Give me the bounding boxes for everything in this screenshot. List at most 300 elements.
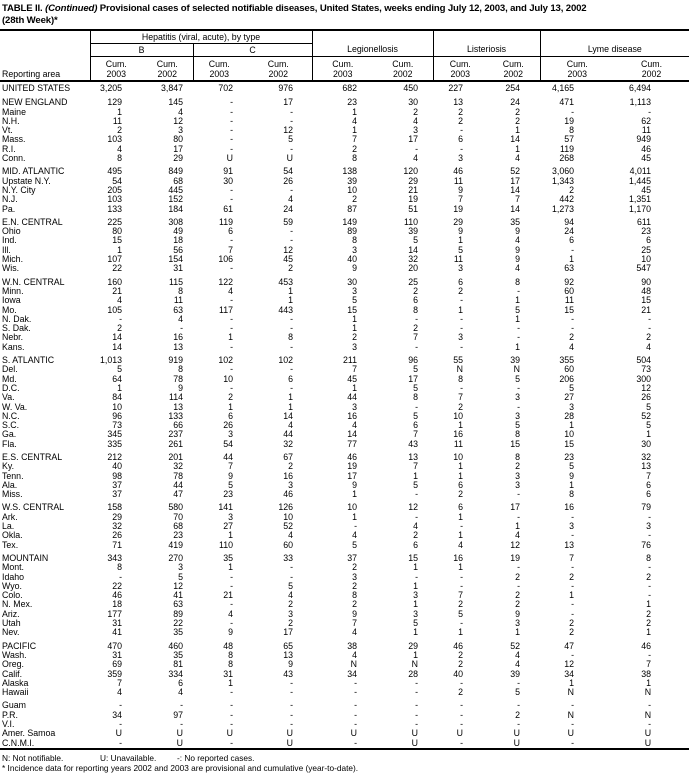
value-cell: U <box>513 729 521 739</box>
value-cell: 2 <box>458 402 464 412</box>
value-cell: - <box>230 116 233 126</box>
value-cell: 1 <box>458 531 464 541</box>
table-row <box>0 126 689 135</box>
value-cell: 35 <box>173 628 183 638</box>
value-cell: 46 <box>641 144 652 154</box>
table-row <box>0 384 689 393</box>
value-cell: 32 <box>408 255 419 265</box>
table-row <box>0 720 689 729</box>
value-cell: 78 <box>173 374 183 384</box>
value-cell: 11 <box>453 255 464 265</box>
value-cell: - <box>290 324 294 334</box>
value-cell: - <box>415 314 419 324</box>
value-cell: 26 <box>223 421 233 431</box>
value-cell: 308 <box>168 216 183 227</box>
value-cell: 14 <box>112 342 122 352</box>
value-cell: 547 <box>636 264 652 274</box>
value-cell: 460 <box>168 640 183 651</box>
value-cell: 7 <box>569 552 575 563</box>
value-cell: 177 <box>107 609 122 619</box>
value-cell: 47 <box>564 640 575 651</box>
value-cell: N <box>456 365 464 375</box>
value-cell: 8 <box>569 490 575 500</box>
value-cell: 1 <box>117 107 122 117</box>
value-cell: - <box>290 563 294 573</box>
table-row <box>0 236 689 245</box>
value-cell: 2 <box>117 126 122 136</box>
cum-2003-header: Cum. 2003 <box>540 57 614 82</box>
value-cell: 5 <box>413 383 419 393</box>
value-cell: 16 <box>173 333 183 343</box>
value-cell: 2 <box>413 286 419 296</box>
value-cell: 2 <box>515 107 521 117</box>
value-cell: 56 <box>173 245 183 255</box>
value-cell: 5 <box>646 402 652 412</box>
value-cell: 2 <box>458 650 464 660</box>
value-cell: 67 <box>283 451 294 462</box>
value-cell: - <box>119 314 122 324</box>
reporting-area-cell: Ohio <box>2 227 21 237</box>
value-cell: - <box>415 678 419 688</box>
value-cell: 9 <box>515 245 521 255</box>
value-cell: 24 <box>283 204 294 214</box>
reporting-area-cell: W.N. CENTRAL <box>2 276 65 287</box>
value-cell: 89 <box>173 609 183 619</box>
value-cell: 38 <box>347 640 358 651</box>
value-cell: - <box>230 383 233 393</box>
value-cell: 4 <box>178 314 183 324</box>
table-row <box>0 274 689 287</box>
value-cell: 1 <box>515 342 521 352</box>
value-cell: 3 <box>515 480 521 490</box>
value-cell: 1 <box>646 600 652 610</box>
value-cell: 89 <box>347 227 358 237</box>
value-cell: - <box>180 324 183 334</box>
value-cell: 1 <box>352 324 358 334</box>
value-cell: 43 <box>283 669 294 679</box>
value-cell: 7 <box>352 365 358 375</box>
reporting-area-cell: N.C. <box>2 411 20 421</box>
table-row <box>0 246 689 255</box>
value-cell: 3 <box>515 411 521 421</box>
value-cell: - <box>230 195 233 205</box>
table-row <box>0 688 689 697</box>
value-cell: 5 <box>413 236 419 246</box>
value-cell: 19 <box>510 552 521 563</box>
value-cell: 2 <box>515 591 521 601</box>
value-cell: 4,165 <box>552 83 575 93</box>
value-cell: 62 <box>641 116 652 126</box>
value-cell: 2 <box>413 531 419 541</box>
value-cell: 5 <box>178 572 183 582</box>
value-cell: 31 <box>223 669 233 679</box>
value-cell: - <box>571 324 575 334</box>
reporting-area-cell: NEW ENGLAND <box>2 97 68 108</box>
value-cell: 9 <box>458 185 464 195</box>
value-cell: 470 <box>107 640 122 651</box>
value-cell: 103 <box>107 195 122 205</box>
value-cell: - <box>648 650 652 660</box>
reporting-area-cell: Amer. Samoa <box>2 729 56 739</box>
value-cell: 44 <box>283 430 294 440</box>
value-cell: 261 <box>168 439 183 449</box>
reporting-area-cell: La. <box>2 522 15 532</box>
reporting-area-cell: Colo. <box>2 591 23 601</box>
value-cell: 6 <box>178 678 183 688</box>
value-cell: 10 <box>564 430 575 440</box>
value-cell: 11 <box>453 439 464 449</box>
value-cell: - <box>290 700 294 711</box>
value-cell: 8 <box>178 365 183 375</box>
value-cell: 13 <box>173 402 183 412</box>
value-cell: 1 <box>458 462 464 472</box>
value-cell: U <box>350 729 358 739</box>
value-cell: 63 <box>564 264 575 274</box>
value-cell: - <box>648 720 652 729</box>
value-cell: 227 <box>448 83 464 93</box>
value-cell: 19 <box>564 116 575 126</box>
value-cell: 77 <box>347 439 358 449</box>
table-row <box>0 531 689 540</box>
value-cell: U <box>226 729 233 739</box>
value-cell: 1,343 <box>552 176 575 186</box>
value-cell: 63 <box>173 600 183 610</box>
value-cell: 55 <box>453 355 464 366</box>
value-cell: 1 <box>569 678 575 688</box>
value-cell: 21 <box>112 286 122 296</box>
value-cell: - <box>571 531 575 541</box>
value-cell: 184 <box>168 204 183 214</box>
value-cell: 2 <box>515 600 521 610</box>
value-cell: 2 <box>352 600 358 610</box>
value-cell: 3 <box>352 572 358 582</box>
value-cell: - <box>354 688 358 698</box>
value-cell: 119 <box>560 144 575 154</box>
reporting-area-cell: Wash. <box>2 650 27 660</box>
table-row <box>0 117 689 126</box>
value-cell: 26 <box>112 531 122 541</box>
value-cell: 39 <box>510 669 521 679</box>
value-cell: - <box>230 314 233 324</box>
value-cell: 32 <box>112 522 122 532</box>
value-cell: 24 <box>510 97 521 108</box>
value-cell: - <box>230 365 233 375</box>
reporting-area-cell: Del. <box>2 365 18 375</box>
value-cell: 335 <box>107 439 122 449</box>
value-cell: 2 <box>569 619 575 629</box>
value-cell: 1 <box>228 402 233 412</box>
value-cell: 1 <box>288 402 294 412</box>
value-cell: 102 <box>278 355 294 366</box>
value-cell: - <box>230 688 233 698</box>
value-cell: 12 <box>283 126 294 136</box>
reporting-area-cell: Maine <box>2 107 26 117</box>
value-cell: 43 <box>408 439 419 449</box>
value-cell: 6 <box>458 135 464 145</box>
value-cell: 5 <box>352 540 358 550</box>
value-cell: - <box>415 700 419 711</box>
value-cell: 73 <box>641 365 652 375</box>
value-cell: 115 <box>168 276 183 287</box>
cum-2003-header: Cum. 2003 <box>433 57 487 82</box>
value-cell: - <box>648 512 652 522</box>
value-cell: - <box>119 572 122 582</box>
value-cell: - <box>460 383 464 393</box>
value-cell: 4 <box>413 116 419 126</box>
value-cell: - <box>290 678 294 688</box>
value-cell: 27 <box>223 522 233 532</box>
value-cell: U <box>286 729 294 739</box>
value-cell: 21 <box>641 305 652 315</box>
value-cell: 7 <box>458 393 464 403</box>
value-cell: - <box>648 314 652 324</box>
value-cell: 1 <box>458 421 464 431</box>
table-row <box>0 430 689 439</box>
value-cell: 29 <box>408 176 419 186</box>
value-cell: 1 <box>352 512 358 522</box>
reporting-area-cell: P.R. <box>2 710 18 720</box>
value-cell: 13 <box>408 451 419 462</box>
reporting-area-cell: Ill. <box>2 245 11 255</box>
value-cell: 6 <box>458 502 464 513</box>
value-cell: 3 <box>458 154 464 164</box>
value-cell: 2 <box>458 688 464 698</box>
value-cell: 2 <box>515 572 521 582</box>
value-cell: - <box>290 720 294 729</box>
value-cell: 24 <box>564 227 575 237</box>
value-cell: 45 <box>641 185 652 195</box>
value-cell: 3,205 <box>99 83 122 93</box>
value-cell: 26 <box>641 393 652 403</box>
value-cell: - <box>290 314 294 324</box>
value-cell: 1,013 <box>99 355 122 366</box>
value-cell: 949 <box>636 135 652 145</box>
value-cell: 5 <box>569 462 575 472</box>
value-cell: 18 <box>112 600 122 610</box>
value-cell: 1 <box>515 522 521 532</box>
value-cell: 117 <box>218 305 233 315</box>
value-cell: 46 <box>641 640 652 651</box>
value-cell: 103 <box>107 135 122 145</box>
value-cell: 300 <box>636 374 652 384</box>
table-row <box>0 365 689 374</box>
value-cell: - <box>517 512 521 522</box>
reporting-area-cell: Oreg. <box>2 660 25 670</box>
value-cell: 1 <box>458 512 464 522</box>
value-cell: - <box>460 710 464 720</box>
reporting-area-cell: UNITED STATES <box>2 83 71 93</box>
table-row <box>0 541 689 550</box>
hepatitis-group-header: Hepatitis (viral, acute), by type <box>90 30 312 44</box>
value-cell: - <box>460 619 464 629</box>
value-cell: 2 <box>458 490 464 500</box>
value-cell: 5 <box>569 383 575 393</box>
value-cell: 5 <box>288 581 294 591</box>
table-row <box>0 619 689 628</box>
value-cell: - <box>290 185 294 195</box>
value-cell: 40 <box>347 255 358 265</box>
value-cell: 28 <box>564 411 575 421</box>
value-cell: 22 <box>173 619 183 629</box>
value-cell: 52 <box>641 411 652 421</box>
value-cell: 30 <box>641 439 652 449</box>
value-cell: - <box>571 107 575 117</box>
value-cell: - <box>517 490 521 500</box>
value-cell: U <box>286 154 294 164</box>
value-cell: 145 <box>168 97 183 108</box>
value-cell: - <box>460 324 464 334</box>
table-row <box>0 591 689 600</box>
value-cell: - <box>230 700 233 711</box>
value-cell: 3 <box>458 264 464 274</box>
value-cell: U <box>115 729 122 739</box>
value-cell: 66 <box>173 421 183 431</box>
value-cell: - <box>648 563 652 573</box>
table-row <box>0 177 689 186</box>
value-cell: 2 <box>458 286 464 296</box>
value-cell: 1 <box>228 333 233 343</box>
value-cell: 126 <box>278 502 294 513</box>
reporting-area-cell: Hawaii <box>2 688 29 698</box>
value-cell: 6 <box>646 490 652 500</box>
value-cell: 453 <box>278 276 294 287</box>
value-cell: 97 <box>173 710 183 720</box>
table-row <box>0 481 689 490</box>
value-cell: 11 <box>173 296 183 306</box>
value-cell: 20 <box>408 264 419 274</box>
value-cell: 8 <box>178 286 183 296</box>
value-cell: 5 <box>413 619 419 629</box>
value-cell: - <box>230 720 233 729</box>
value-cell: 96 <box>408 355 419 366</box>
value-cell: - <box>571 720 575 729</box>
value-cell: - <box>230 710 233 720</box>
value-cell: 4 <box>515 154 521 164</box>
value-cell: 17 <box>510 176 521 186</box>
value-cell: 5 <box>515 688 521 698</box>
value-cell: 1 <box>458 305 464 315</box>
value-cell: 1 <box>413 600 419 610</box>
value-cell: 35 <box>510 216 521 227</box>
table-row <box>0 352 689 365</box>
value-cell: 23 <box>347 97 358 108</box>
value-cell: 2 <box>646 619 652 629</box>
value-cell: 9 <box>515 227 521 237</box>
value-cell: 14 <box>510 135 521 145</box>
lyme-disease-group-header: Lyme disease <box>540 30 689 57</box>
value-cell: 2 <box>352 144 358 154</box>
notifiable-diseases-table <box>0 29 689 750</box>
value-cell: - <box>648 531 652 541</box>
cum-2002-header: Cum. 2002 <box>245 57 312 82</box>
value-cell: 1,351 <box>629 195 652 205</box>
value-cell: - <box>415 710 419 720</box>
value-cell: 10 <box>347 502 358 513</box>
value-cell: 270 <box>168 552 183 563</box>
value-cell: N <box>567 710 575 720</box>
value-cell: 4 <box>228 609 233 619</box>
value-cell: - <box>290 144 294 154</box>
value-cell: 1 <box>288 393 294 403</box>
value-cell: 22 <box>112 264 122 274</box>
listeriosis-group-header: Listeriosis <box>433 30 540 57</box>
value-cell: - <box>648 591 652 601</box>
value-cell: 4 <box>413 154 419 164</box>
table-title <box>0 3 689 27</box>
value-cell: 31 <box>112 619 122 629</box>
value-cell: 23 <box>641 227 652 237</box>
table-row <box>0 163 689 176</box>
value-cell: 60 <box>564 286 575 296</box>
value-cell: 504 <box>636 355 652 366</box>
value-cell: - <box>415 402 419 412</box>
value-cell: - <box>230 144 233 154</box>
reporting-area-cell: Ariz. <box>2 609 20 619</box>
reporting-area-cell: V.I. <box>2 720 15 729</box>
value-cell: 110 <box>218 540 233 550</box>
value-cell: 25 <box>641 245 652 255</box>
value-cell: 3 <box>352 342 358 352</box>
value-cell: U <box>567 729 575 739</box>
value-cell: 14 <box>112 333 122 343</box>
legend-dash: -: No reported cases. <box>177 752 255 763</box>
value-cell: 849 <box>168 166 183 177</box>
table-row <box>0 264 689 273</box>
value-cell: 102 <box>218 355 233 366</box>
value-cell: 1 <box>569 255 575 265</box>
value-cell: 2 <box>458 107 464 117</box>
reporting-area-cell: Guam <box>2 700 26 711</box>
value-cell: 106 <box>218 255 233 265</box>
value-cell: 34 <box>347 669 358 679</box>
value-cell: 4 <box>288 195 294 205</box>
value-cell: 4 <box>352 650 358 660</box>
value-cell: 355 <box>559 355 575 366</box>
value-cell: - <box>460 342 464 352</box>
value-cell: 39 <box>510 355 521 366</box>
value-cell: 5 <box>458 245 464 255</box>
value-cell: 90 <box>641 276 652 287</box>
value-cell: - <box>354 700 358 711</box>
reporting-area-cell: Ala. <box>2 480 18 490</box>
value-cell: 16 <box>283 471 294 481</box>
value-cell: 11 <box>453 176 464 186</box>
value-cell: 33 <box>283 552 294 563</box>
value-cell: 23 <box>173 531 183 541</box>
value-cell: 154 <box>168 255 183 265</box>
value-cell: 7 <box>458 591 464 601</box>
value-cell: 9 <box>352 264 358 274</box>
value-cell: 6 <box>458 480 464 490</box>
value-cell: 919 <box>168 355 183 366</box>
value-cell: 5 <box>413 411 419 421</box>
value-cell: 18 <box>173 236 183 246</box>
value-cell: 64 <box>112 374 122 384</box>
table-row <box>0 412 689 421</box>
table-row <box>0 679 689 688</box>
value-cell: 27 <box>564 393 575 403</box>
value-cell: 201 <box>168 451 183 462</box>
value-cell: 39 <box>408 227 419 237</box>
value-cell: 12 <box>510 540 521 550</box>
value-cell: 8 <box>288 333 294 343</box>
value-cell: 23 <box>223 490 233 500</box>
value-cell: 5 <box>117 365 122 375</box>
value-cell: 32 <box>641 451 652 462</box>
value-cell: 8 <box>352 154 358 164</box>
table-row <box>0 343 689 352</box>
value-cell: - <box>290 227 294 237</box>
